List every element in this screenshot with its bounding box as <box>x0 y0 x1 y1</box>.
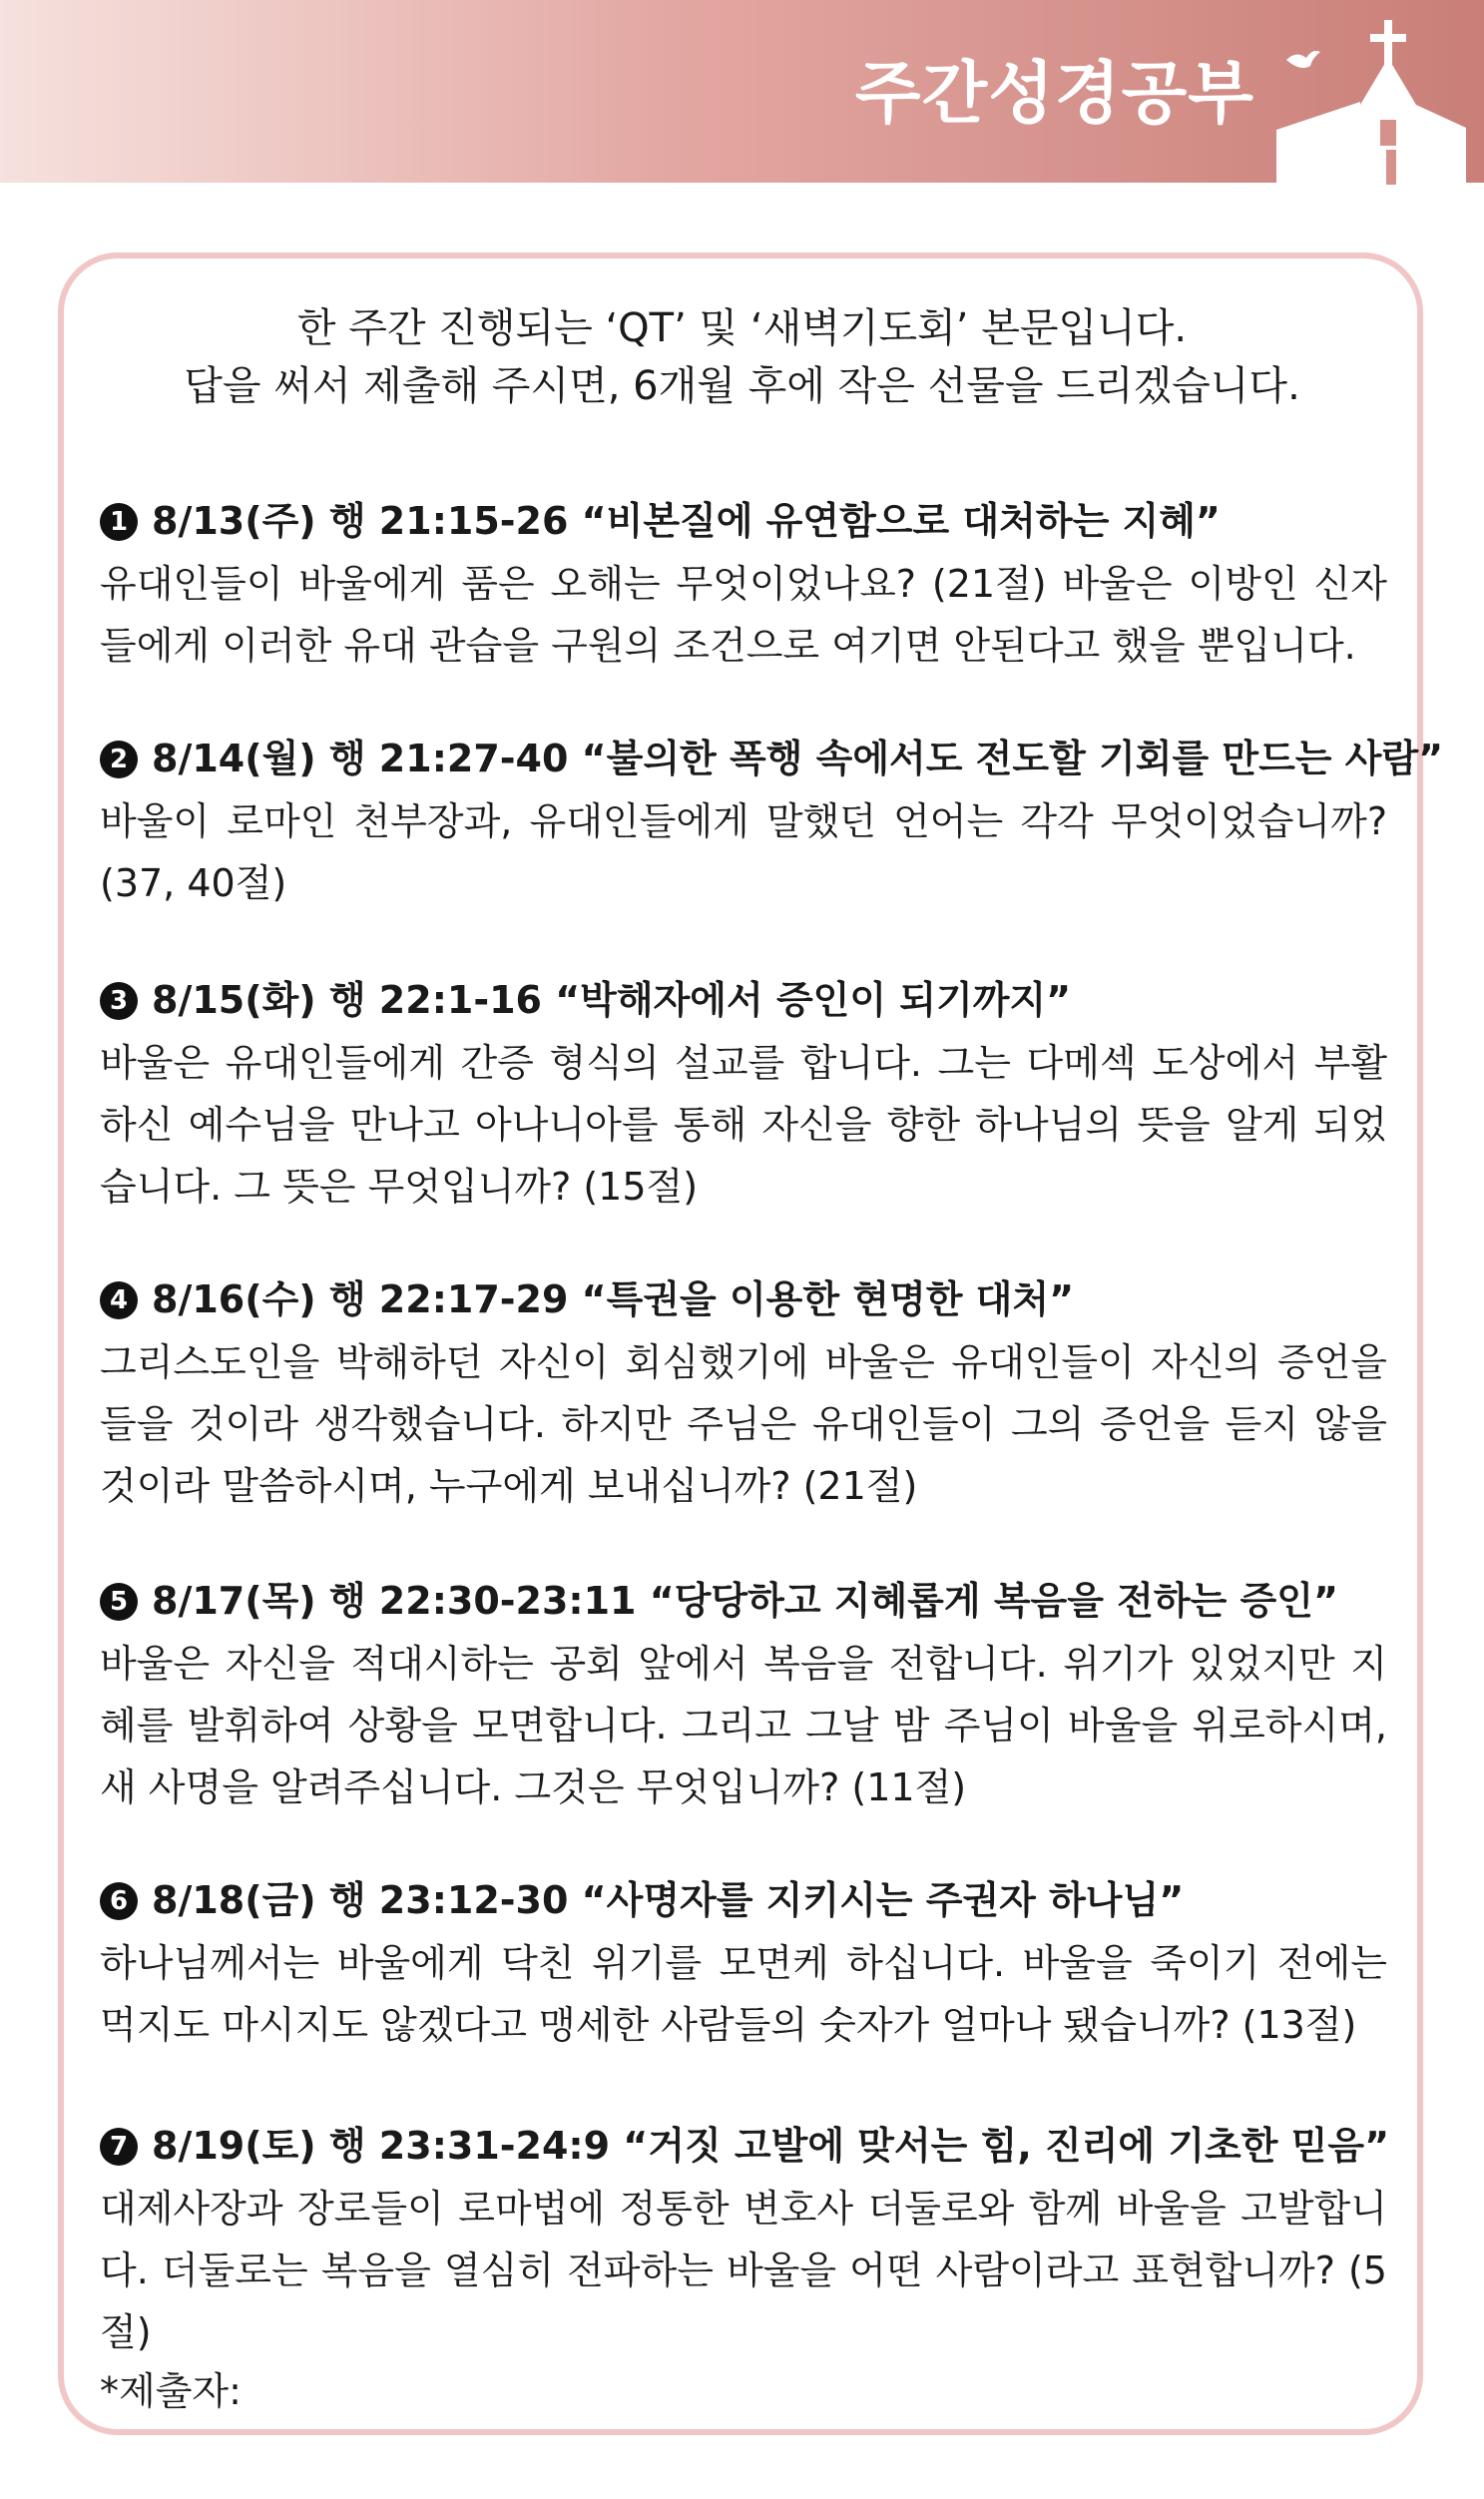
item-heading <box>100 1569 1387 1633</box>
intro-line-1: 한 주간 진행되는 ‘QT’ 및 ‘새벽기도회’ 본문입니다. <box>296 305 1188 351</box>
item-question: 바울은 유대인들에게 간증 형식의 설교를 합니다. 그는 다메섹 도상에서 부활하신 예수님을 만나고 아나니아를 통해 자신을 향한 하나님의 뜻을 알게 되었습니다. 그 뜻은 무엇입니까? (15절) <box>100 1041 1387 1209</box>
item-title: 8/17(목) 행 22:30-23:11 “당당하고 지혜롭게 복음을 전하는 증인” <box>152 1579 1338 1623</box>
item-heading <box>100 489 1387 553</box>
item-heading <box>100 1267 1387 1331</box>
item-heading <box>100 1868 1387 1932</box>
number-badge: 5 <box>100 1583 138 1621</box>
study-item-2 <box>100 727 1444 914</box>
item-question: 그리스도인을 박해하던 자신이 회심했기에 바울은 유대인들이 자신의 증언을 들을 것이라 생각했습니다. 하지만 주님은 유대인들이 그의 증언을 듣지 않을 것이라 말씀하시며, 누구에게 보내십니까? (21절) <box>100 1340 1387 1508</box>
item-question: 대제사장과 장로들이 로마법에 정통한 변호사 더둘로와 함께 바울을 고발합니다. 더둘로는 복음을 열심히 전파하는 바울을 어떤 사람이라고 표현합니까? (5절) <box>100 2187 1387 2354</box>
intro-line-2: 답을 써서 제출해 주시면, 6개월 후에 작은 선물을 드리겠습니다. <box>184 363 1300 409</box>
number-badge: 7 <box>100 2128 138 2166</box>
item-title: 8/13(주) 행 21:15-26 “비본질에 유연함으로 대처하는 지혜” <box>152 499 1221 543</box>
submitter-label: *제출자: <box>100 2369 242 2413</box>
item-heading <box>100 727 1444 790</box>
study-item-3 <box>100 968 1387 1218</box>
item-question: 하나님께서는 바울에게 닥친 위기를 모면케 하십니다. 바울을 죽이기 전에는 먹지도 마시지도 않겠다고 맹세한 사람들의 숫자가 얼마나 됐습니까? (13절) <box>100 1941 1387 2047</box>
item-heading <box>100 968 1387 1032</box>
intro-text <box>0 299 1484 415</box>
item-title: 8/14(월) 행 21:27-40 “불의한 폭행 속에서도 전도할 기회를 만드는 사람” <box>152 737 1444 780</box>
number-badge: 1 <box>100 503 138 541</box>
item-question: 바울이 로마인 천부장과, 유대인들에게 말했던 언어는 각각 무엇이었습니까? (37, 40절) <box>100 799 1387 905</box>
number-badge: 4 <box>100 1281 138 1319</box>
study-item-1 <box>100 489 1387 677</box>
page-title: 주간성경공부 <box>854 55 1254 134</box>
item-title: 8/18(금) 행 23:12-30 “사명자를 지키시는 주권자 하나님” <box>152 1878 1185 1922</box>
study-item-4 <box>100 1267 1387 1517</box>
number-badge: 6 <box>100 1882 138 1920</box>
item-title: 8/19(토) 행 23:31-24:9 “거짓 고발에 맞서는 힘, 진리에 기초한 믿음” <box>152 2124 1390 2168</box>
number-badge: 2 <box>100 741 138 778</box>
study-item-6 <box>100 1868 1387 2056</box>
header-banner <box>0 0 1484 183</box>
church-icon <box>1266 10 1466 185</box>
item-heading <box>100 2114 1390 2178</box>
item-question: 바울은 자신을 적대시하는 공회 앞에서 복음을 전합니다. 위기가 있었지만 지혜를 발휘하여 상황을 모면합니다. 그리고 그날 밤 주님이 바울을 위로하시며, 새 사명을 알려주십니다. 그것은 무엇입니까? (11절) <box>100 1642 1387 1809</box>
item-title: 8/16(수) 행 22:17-29 “특권을 이용한 현명한 대처” <box>152 1277 1075 1321</box>
study-item-7 <box>100 2114 1390 2363</box>
study-item-5 <box>100 1569 1387 1818</box>
number-badge: 3 <box>100 982 138 1020</box>
item-title: 8/15(화) 행 22:1-16 “박해자에서 증인이 되기까지” <box>152 978 1072 1022</box>
item-question: 유대인들이 바울에게 품은 오해는 무엇이었나요? (21절) 바울은 이방인 신자들에게 이러한 유대 관습을 구원의 조건으로 여기면 안된다고 했을 뿐입니다. <box>100 562 1387 668</box>
